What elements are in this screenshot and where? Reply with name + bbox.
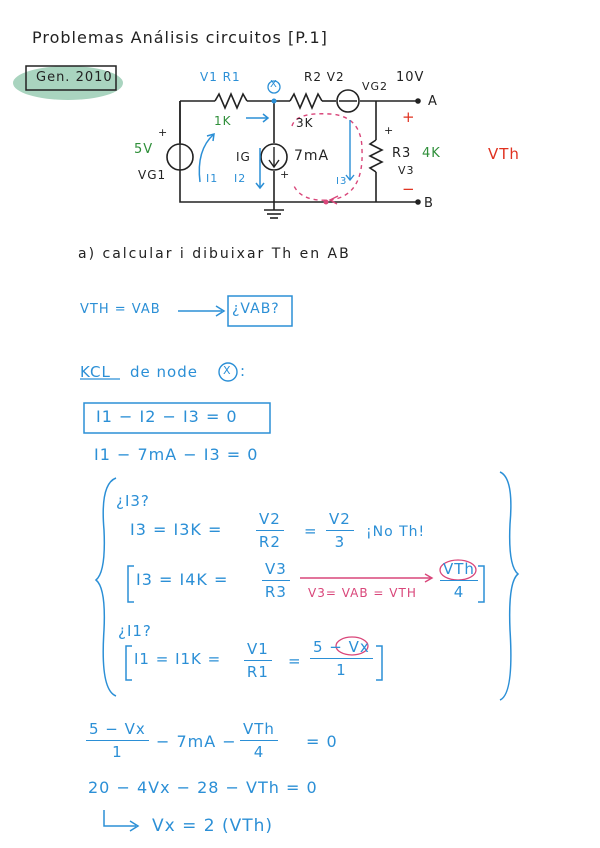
i3b-fraction: $\frac{V3}{R3}$: [262, 560, 290, 601]
node-x-dot: [272, 99, 277, 104]
i3-equals: =: [304, 522, 318, 540]
i1-equals: =: [288, 652, 302, 670]
i1-fraction: $\frac{V1}{R1}$: [244, 640, 272, 681]
node-x-label: X: [270, 79, 278, 90]
vab-question: ¿VAB?: [232, 301, 280, 317]
v3-vab-note: V3= VAB = VTH: [308, 586, 417, 600]
kcl-label: KCL: [80, 363, 111, 381]
question-i1: ¿I1?: [118, 622, 152, 640]
r3-value: 4K: [422, 146, 441, 161]
page-title: Problemas Análisis circuitos [P.1]: [32, 28, 328, 47]
i3-fraction: $\frac{V2}{R2}$: [256, 510, 284, 551]
kcl-equation: I1 − I2 − I3 = 0: [96, 407, 238, 426]
plus-a: +: [402, 108, 416, 126]
final-fraction: $\frac{5 - Vx}{1}$: [86, 720, 149, 761]
i1-line: I1 = I1K =: [134, 650, 222, 668]
kcl-colon: :: [240, 362, 247, 380]
i3-fraction-2: $\frac{V2}{3}$: [326, 510, 354, 551]
no-th-note: ¡No Th!: [366, 524, 426, 540]
terminal-b-label: B: [424, 196, 434, 211]
r2-value: 3K: [296, 116, 314, 130]
vg2-label: VG2: [362, 80, 389, 93]
r3-label: R3: [392, 146, 412, 161]
i1-label: I1: [206, 172, 219, 185]
final-zero: = 0: [306, 732, 338, 751]
expanded-equation: 20 − 4Vx − 28 − VTh = 0: [88, 778, 318, 797]
part-a-statement: a) calcular i dibuixar Th en AB: [78, 246, 351, 262]
source-v-label: 5V: [134, 142, 154, 157]
vth-equation: VTH = VAB: [80, 302, 161, 317]
i1-fraction-2: $\frac{5 - Vx}{1}$: [310, 638, 373, 679]
vth-label: VTh: [488, 145, 520, 163]
question-i3: ¿I3?: [116, 492, 150, 510]
i2-label: I2: [234, 172, 247, 185]
plus-vg1: +: [158, 126, 169, 139]
v3-label: V3: [398, 164, 415, 177]
i3b-line: I3 = I4K =: [136, 570, 229, 589]
terminal-a-dot: [415, 98, 421, 104]
v1-r1-label: V1 R1: [200, 70, 241, 84]
ig-label: IG: [236, 150, 251, 164]
plus-ig: +: [280, 168, 291, 181]
final-rest: − 7mA −: [156, 732, 237, 751]
kcl-node: X: [223, 364, 232, 377]
terminal-a-label: A: [428, 94, 438, 109]
left-brace: [96, 478, 116, 696]
r2-v2-label: R2 V2: [304, 70, 345, 84]
result-equation: Vx = 2 (VTh): [152, 816, 274, 836]
right-brace: [500, 472, 518, 700]
terminal-b-dot: [415, 199, 421, 205]
vg2-value: 10V: [396, 70, 425, 85]
final-fraction-2: VTh 4: [240, 720, 278, 761]
r1-value: 1K: [214, 114, 232, 128]
vg1-label: VG1: [138, 168, 167, 182]
i3-line: I3 = I3K =: [130, 520, 223, 539]
i3-label: I3: [336, 176, 348, 187]
i3b-fraction-2: VTh 4: [440, 560, 478, 601]
ig-value: 7mA: [294, 148, 330, 164]
plus-r3: +: [384, 124, 395, 137]
kcl-rest: de node: [130, 363, 198, 381]
tag-label: Gen. 2010: [36, 70, 113, 85]
minus-b: −: [402, 180, 416, 198]
kcl-substituted: I1 − 7mA − I3 = 0: [94, 445, 259, 464]
